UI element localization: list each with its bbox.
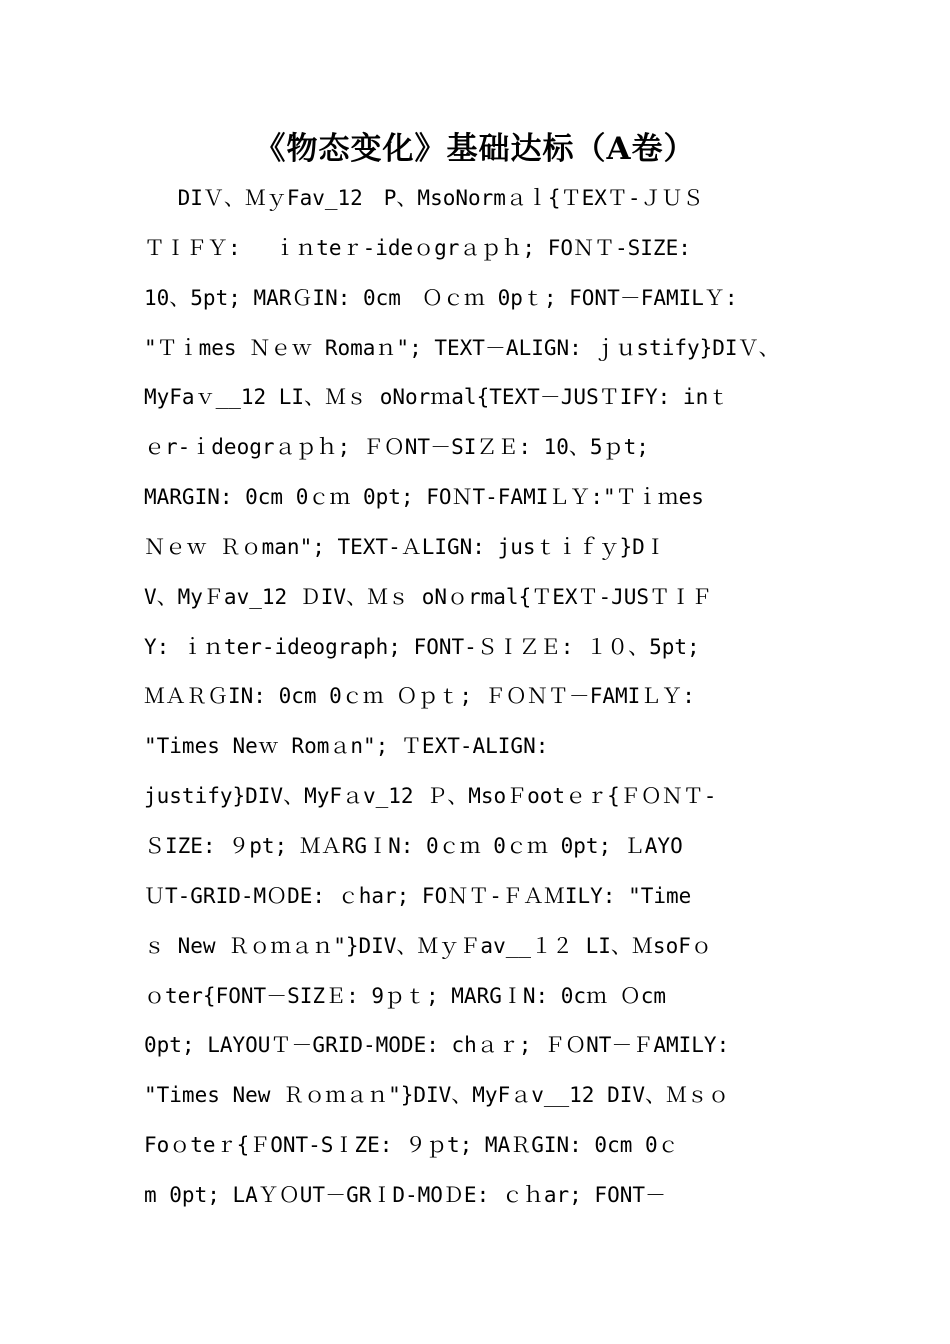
body-text-line: ＭＡＲＧIN: 0cm 0ｃｍ Ｏｐｔ; ＦＯＮＴ－FAMIＬＹ: bbox=[144, 684, 695, 709]
body-text-line: "Ｔｉmes Ｎｅｗ Romaｎ"; TEXT－ALIGN: ｊｕstify}DIＶ、 bbox=[144, 335, 780, 360]
body-text-line: "Times New Ｒｏｍａｎ"}DIV、MyFａv__12 DIV、Ｍｓｏ bbox=[144, 1083, 730, 1108]
body-text-line: ＳIZE: ９pt; ＭＡRGＩN: 0ｃｍ 0ｃｍ 0pt; ＬAYO bbox=[144, 833, 683, 858]
body-text-line: 0pt; LAYOUＴ－GRID-MODE: chａｒ; ＦＯNT－ＦAMILY: bbox=[144, 1033, 730, 1058]
body-text-line: Y: ｉｎter-ideograph; FONT-ＳＩＺＥ: １０、5pt; bbox=[144, 634, 700, 659]
body-text-line: ｓ New Ｒｏｍａｎ"}DIV、ＭｙＦav__１２ LI、ＭsoFｏ bbox=[144, 933, 712, 958]
body-text-line: ＵT-GRID-MＯDE: ｃhar; FOＮＴ-ＦＡＭILY: "Time bbox=[144, 883, 692, 908]
body-text-line: ｏter{FONT－SIZＥ: 9ｐｔ; MARGＩN: 0cｍ Ｏcm bbox=[144, 983, 667, 1008]
body-text-line: ｅr-ｉdeogrａｐｈ; ＦＯNT－SIＺＥ: 10、5ｐt; bbox=[144, 435, 649, 460]
body-text-line: MARGIN: 0cm 0ｃｍ 0pt; FOＮT-FAMIＬＹ:"Ｔｉｍes bbox=[144, 485, 704, 510]
body-text-line: Ｎｅｗ Ｒｏman"; TEXT-ＡLIGN: jusｔｉｆｙ}DＩ bbox=[144, 534, 666, 559]
body-text-line: ＴＩＦＹ: ｉｎteｒ-ideｏgrａｐｈ; FOＮＴ-SIZE: bbox=[144, 235, 691, 260]
body-text-line: justify}DIV、MyFａv_12 Ｐ、MsoＦootｅｒ{ＦＯＮＴ- bbox=[144, 784, 717, 809]
body-text-line: 10、5pt; MARＧIN: 0cm Ｏｃｍ 0pｔ; FONT－FAMILＹ: bbox=[144, 285, 738, 310]
body-text-line: "Times Neｗ Romａn"; ＴEXT-ALIGN: bbox=[144, 734, 549, 759]
body-text-line: Foｏteｒ{ＦONT-SＩZE: ９ｐt; MAＲGIN: 0cm 0ｃ bbox=[144, 1133, 679, 1158]
body-text-line: MyFaｖ__12 LI、Ｍｓ oNorｍal{TEXT－JUSＴIFY: inｔ bbox=[144, 385, 730, 410]
document-body bbox=[144, 174, 824, 1221]
body-text-line: DIＶ、ＭｙFav_12 P、MsoNormａｌ{ＴEXＴ-ＪＵＳ bbox=[144, 186, 704, 210]
document-title: 《物态变化》基础达标（A卷） bbox=[254, 131, 696, 167]
body-text-line: m 0pt; LAＹＯUT－GRＩD-MOＤE: ｃｈar; FONT－ bbox=[144, 1182, 667, 1207]
body-text-line: V、MyＦav_12 ＤIV、Ｍｓ oNｏrmal{ＴEXＴ-JUSＴＩＦ bbox=[144, 584, 713, 609]
